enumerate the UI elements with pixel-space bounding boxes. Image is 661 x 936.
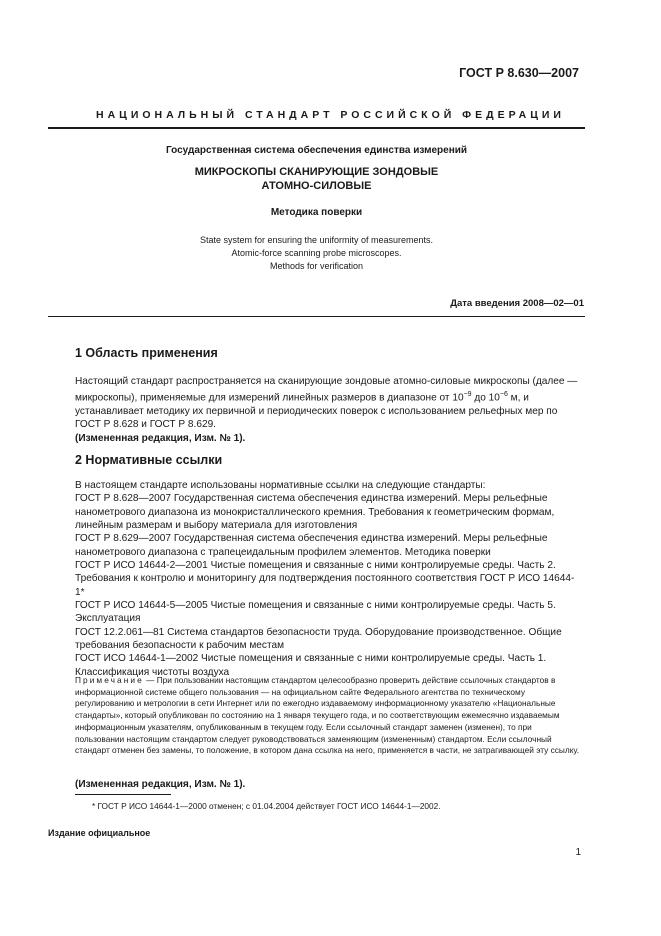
english-title-line-2: Atomic-force scanning probe microscopes. [231, 248, 402, 258]
reference-item: ГОСТ Р 8.629—2007 Государственная система обеспечения единства измерений. Меры рельефные нанометрового диапазона с трапецеидальным профилем элементов. Методика поверки [75, 533, 548, 558]
national-standard-banner: НАЦИОНАЛЬНЫЙ СТАНДАРТ РОССИЙСКОЙ ФЕДЕРАЦИИ [96, 109, 565, 121]
edition-label: Издание официальное [48, 828, 151, 838]
header-rule [48, 127, 585, 129]
method-subtitle: Методика поверки [270, 207, 363, 218]
section-2-note [75, 675, 583, 757]
para-part-a: Настоящий стандарт распространяется на сканирующие зондовые атомно-силовые микроскопы (далее — микроскопы), применяемые для измерений линейных размеров в диапазоне от 10 [75, 376, 578, 404]
document-number: ГОСТ Р 8.630—2007 [459, 66, 579, 80]
section-1-paragraph [75, 375, 583, 432]
section-1-heading: 1 Область применения [75, 346, 218, 360]
section-2-intro: В настоящем стандарте использованы нормативные ссылки на следующие стандарты: [75, 480, 486, 491]
exponent-1: −9 [463, 391, 472, 399]
reference-item: ГОСТ Р ИСО 14644-5—2005 Чистые помещения и связанные с ними контролируемые среды. Часть 5. Эксплуатация [75, 600, 556, 625]
reference-item: ГОСТ Р ИСО 14644-2—2001 Чистые помещения и связанные с ними контролируемые среды. Часть 2. Требования к контролю и мониторингу для подтверждения постоянного соответствия ГОСТ Р ИСО 14644-1* [75, 560, 575, 598]
system-title: Государственная система обеспечения единства измерений [165, 145, 468, 156]
note-label: Примечание [75, 675, 144, 685]
footnote-rule [75, 794, 171, 795]
section-1-body [75, 375, 583, 445]
title-line-1: МИКРОСКОПЫ СКАНИРУЮЩИЕ ЗОНДОВЫЕ [194, 166, 439, 178]
section-2-amendment: (Измененная редакция, Изм. № 1). [75, 779, 246, 790]
note-text: — При пользовании настоящим стандартом целесообразно проверить действие ссылочных стандартов в информационной системе общего пользования — на официальном сайте Федерального агентства по техническому регулированию и метрологии в сети Интернет или по ежегодно издаваемому информационному указателю «Национальные стандарты», который опубликован по состоянию на 1 января текущего года, и по соответствующим ежемесячно издаваемым информационным указателям, опубликованным в текущем году. Если ссылочный стандарт заменен (изменен), то при пользовании настоящим стандартом следует руководствоваться заменяющим (измененным) стандартом. Если ссылочный стандарт отменен без замены, то положение, в котором дана ссылка на него, применяется в части, не затрагивающей эту ссылку. [75, 675, 580, 756]
section-2-body [75, 479, 583, 679]
reference-item: ГОСТ 12.2.061—81 Система стандартов безопасности труда. Оборудование производственное. Общие требования безопасности к рабочим местам [75, 626, 562, 652]
english-title-line-1: State system for ensuring the uniformity of measurements. [199, 235, 434, 245]
section-1-amendment: (Измененная редакция, Изм. № 1). [75, 432, 246, 444]
english-title-line-3: Methods for verification [269, 261, 364, 271]
page-number: 1 [575, 847, 581, 858]
para-part-b: до 10 [471, 392, 500, 404]
introduction-date: Дата введения 2008—02—01 [450, 298, 584, 309]
reference-item: ГОСТ ИСО 14644-1—2002 Чистые помещения и связанные с ними контролируемые среды. Часть 1. Классификация чистоты воздуха [75, 653, 547, 678]
english-title [48, 234, 585, 273]
title-line-2: АТОМНО-СИЛОВЫЕ [261, 180, 372, 192]
section-2-heading: 2 Нормативные ссылки [75, 453, 223, 467]
document-title [48, 165, 585, 193]
reference-item: ГОСТ Р 8.628—2007 Государственная система обеспечения единства измерений. Меры рельефные нанометрового диапазона из монокристаллического кремния. Требования к геометрическим формам, линейным размерам и выбору материала для изготовления [75, 493, 555, 532]
date-rule [48, 316, 585, 317]
para-part-c: м, и устанавливает методику их первичной и периодических поверок с использованием рельефных мер по ГОСТ Р 8.628 и ГОСТ Р 8.629. [75, 392, 558, 431]
exponent-2: −6 [499, 391, 508, 399]
footnote: * ГОСТ Р ИСО 14644-1—2000 отменен; с 01.04.2004 действует ГОСТ ИСО 14644-1—2002. [92, 801, 441, 811]
